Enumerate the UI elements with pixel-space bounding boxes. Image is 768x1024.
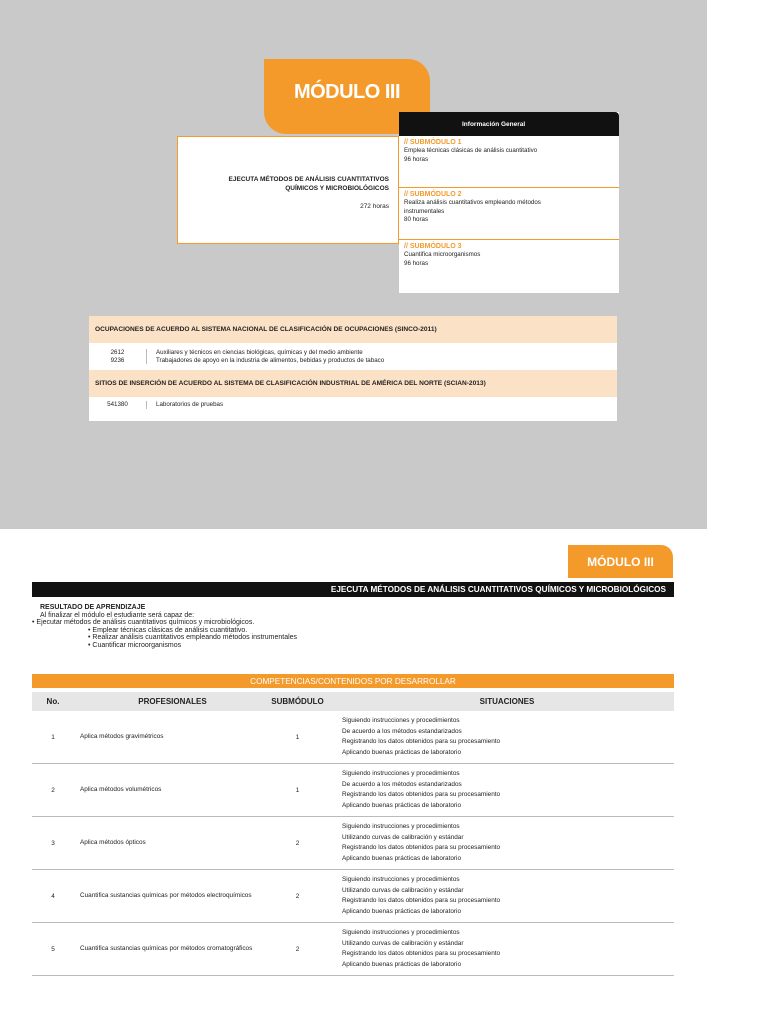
module-total-hours: 272 horas — [360, 203, 389, 210]
submodule-title: // SUBMÓDULO 2 — [404, 191, 462, 198]
site-code: 541380 — [89, 401, 147, 409]
cell-profesional: Cuantifica sustancias químicas por métodos cromatográficos — [80, 945, 253, 953]
cell-no: 2 — [51, 786, 55, 794]
cell-submodulo: 1 — [295, 733, 300, 741]
sites-title: SITIOS DE INSERCIÓN DE ACUERDO AL SISTEMA DE CLASIFICACIÓN INDUSTRIAL DE AMÉRICA DEL NORTE (SCIAN-2013) — [89, 370, 617, 397]
module-description-line2: QUÍMICOS Y MICROBIOLÓGICOS — [285, 185, 389, 192]
situation-line: Siguiendo instrucciones y procedimientos — [342, 770, 460, 777]
submodule-line: 96 horas — [404, 155, 429, 163]
site-row — [89, 397, 617, 412]
occupation-code: 9236 — [110, 356, 125, 364]
learning-outcome-intro: Al finalizar el módulo el estudiante será capaz de: — [40, 611, 195, 619]
table-row — [32, 764, 674, 817]
situation-line: Utilizando curvas de calibración y estándar — [342, 939, 464, 947]
cell-submodulo: 2 — [295, 892, 300, 900]
submodule-line: 96 horas — [404, 259, 429, 267]
module-description-box — [177, 136, 399, 244]
module-description-line1: EJECUTA MÉTODOS DE ANÁLISIS CUANTITATIVOS — [228, 176, 389, 183]
learning-outcome-item: • Realizar análisis cuantitativos empleando métodos instrumentales — [88, 634, 298, 642]
occupation-desc: Auxiliares y técnicos en ciencias biológicas, químicas y del medio ambiente — [156, 349, 363, 356]
table-row — [32, 711, 674, 764]
learning-outcome-main: • Ejecutar métodos de análisis cuantitativos químicos y microbiológicos. — [32, 619, 255, 627]
situation-line: Registrando los datos obtenidos para su procesamiento — [342, 897, 501, 905]
submodule-line: instrumentales — [404, 207, 445, 215]
header-no: No. — [46, 697, 60, 706]
situation-line: Utilizando curvas de calibración y estándar — [342, 833, 464, 841]
submodule-title: // SUBMÓDULO 1 — [404, 139, 462, 146]
site-desc: Laboratorios de pruebas — [156, 401, 224, 409]
header-profesionales: PROFESIONALES — [138, 697, 207, 706]
cell-situaciones — [342, 875, 500, 917]
situation-line: Aplicando buenas prácticas de laboratorio — [342, 748, 462, 756]
table-header — [32, 692, 674, 711]
occupation-descriptions — [147, 349, 384, 364]
table-row — [32, 923, 674, 976]
cell-submodulo: 1 — [295, 786, 300, 794]
occupation-code: 2612 — [110, 349, 125, 356]
situation-line: Aplicando buenas prácticas de laboratorio — [342, 801, 462, 809]
learning-outcome — [32, 604, 298, 650]
cell-no: 5 — [51, 945, 55, 953]
cell-profesional: Aplica métodos volumétricos — [80, 786, 162, 794]
situation-line: Registrando los datos obtenidos para su procesamiento — [342, 738, 501, 746]
module-overview-page — [0, 0, 707, 529]
situation-line: Siguiendo instrucciones y procedimientos — [342, 929, 460, 936]
general-info-panel — [399, 112, 619, 293]
submodule-line: Realiza análisis cuantitativos empleando métodos — [404, 199, 541, 207]
submodule-line: 80 horas — [404, 216, 429, 224]
situation-line: Registrando los datos obtenidos para su procesamiento — [342, 950, 501, 958]
cell-profesional: Aplica métodos ópticos — [80, 839, 146, 847]
submodule-title: // SUBMÓDULO 3 — [404, 243, 462, 250]
learning-outcome-item: • Cuantificar microorganismos — [88, 641, 182, 649]
situation-line: De acuerdo a los métodos estandarizados — [342, 780, 462, 788]
cell-situaciones — [342, 928, 500, 970]
learning-outcome-title: RESULTADO DE APRENDIZAJE — [40, 604, 146, 611]
competencies-table — [32, 711, 674, 976]
table-row — [32, 817, 674, 870]
situation-line: Aplicando buenas prácticas de laboratorio — [342, 854, 462, 862]
occupation-codes — [89, 349, 147, 364]
header-submodulo: SUBMÓDULO — [271, 697, 324, 706]
submodule-3 — [399, 240, 619, 292]
situation-line: Siguiendo instrucciones y procedimientos — [342, 717, 460, 724]
cell-situaciones — [342, 769, 500, 811]
cell-no: 1 — [51, 733, 55, 741]
cell-situaciones — [342, 716, 500, 758]
situation-line: Aplicando buenas prácticas de laboratorio — [342, 960, 462, 968]
situation-line: Siguiendo instrucciones y procedimientos — [342, 876, 460, 883]
cell-submodulo: 2 — [295, 839, 300, 847]
header-situaciones: SITUACIONES — [479, 697, 535, 706]
table-row — [32, 870, 674, 923]
learning-outcome-item: • Emplear técnicas clásicas de análisis cuantitativo. — [88, 626, 248, 634]
competencies-bar: COMPETENCIAS/CONTENIDOS POR DESARROLLAR — [32, 674, 674, 688]
module-label: MÓDULO III — [293, 81, 401, 103]
module-title-bar: EJECUTA MÉTODOS DE ANÁLISIS CUANTITATIVOS QUÍMICOS Y MICROBIOLÓGICOS — [32, 582, 674, 597]
occupations-panel — [89, 316, 617, 421]
module-tab-small — [568, 545, 673, 578]
situation-line: De acuerdo a los métodos estandarizados — [342, 727, 462, 735]
general-info-header: Información General — [399, 112, 619, 136]
situation-line: Registrando los datos obtenidos para su procesamiento — [342, 791, 501, 799]
submodule-line: Cuantifica microorganismos — [404, 251, 481, 259]
cell-submodulo: 2 — [295, 945, 300, 953]
situation-line: Siguiendo instrucciones y procedimientos — [342, 823, 460, 830]
cell-profesional: Cuantifica sustancias químicas por métodos electroquímicos — [80, 892, 252, 900]
cell-no: 3 — [51, 839, 55, 847]
module-label-small: MÓDULO III — [587, 554, 654, 569]
situation-line: Utilizando curvas de calibración y estándar — [342, 886, 464, 894]
occupation-codes-row — [89, 343, 617, 367]
cell-profesional: Aplica métodos gravimétricos — [80, 733, 164, 741]
cell-no: 4 — [51, 892, 55, 900]
cell-situaciones — [342, 822, 500, 864]
situation-line: Aplicando buenas prácticas de laboratorio — [342, 907, 462, 915]
submodule-line: Emplea técnicas clásicas de análisis cuantitativo — [404, 147, 538, 155]
occupations-title: OCUPACIONES DE ACUERDO AL SISTEMA NACIONAL DE CLASIFICACIÓN DE OCUPACIONES (SINCO-2011) — [89, 316, 617, 343]
submodule-2 — [399, 188, 619, 240]
situation-line: Registrando los datos obtenidos para su procesamiento — [342, 844, 501, 852]
occupation-desc: Trabajadores de apoyo en la industria de alimentos, bebidas y productos de tabaco — [156, 356, 385, 364]
submodule-1 — [399, 136, 619, 188]
